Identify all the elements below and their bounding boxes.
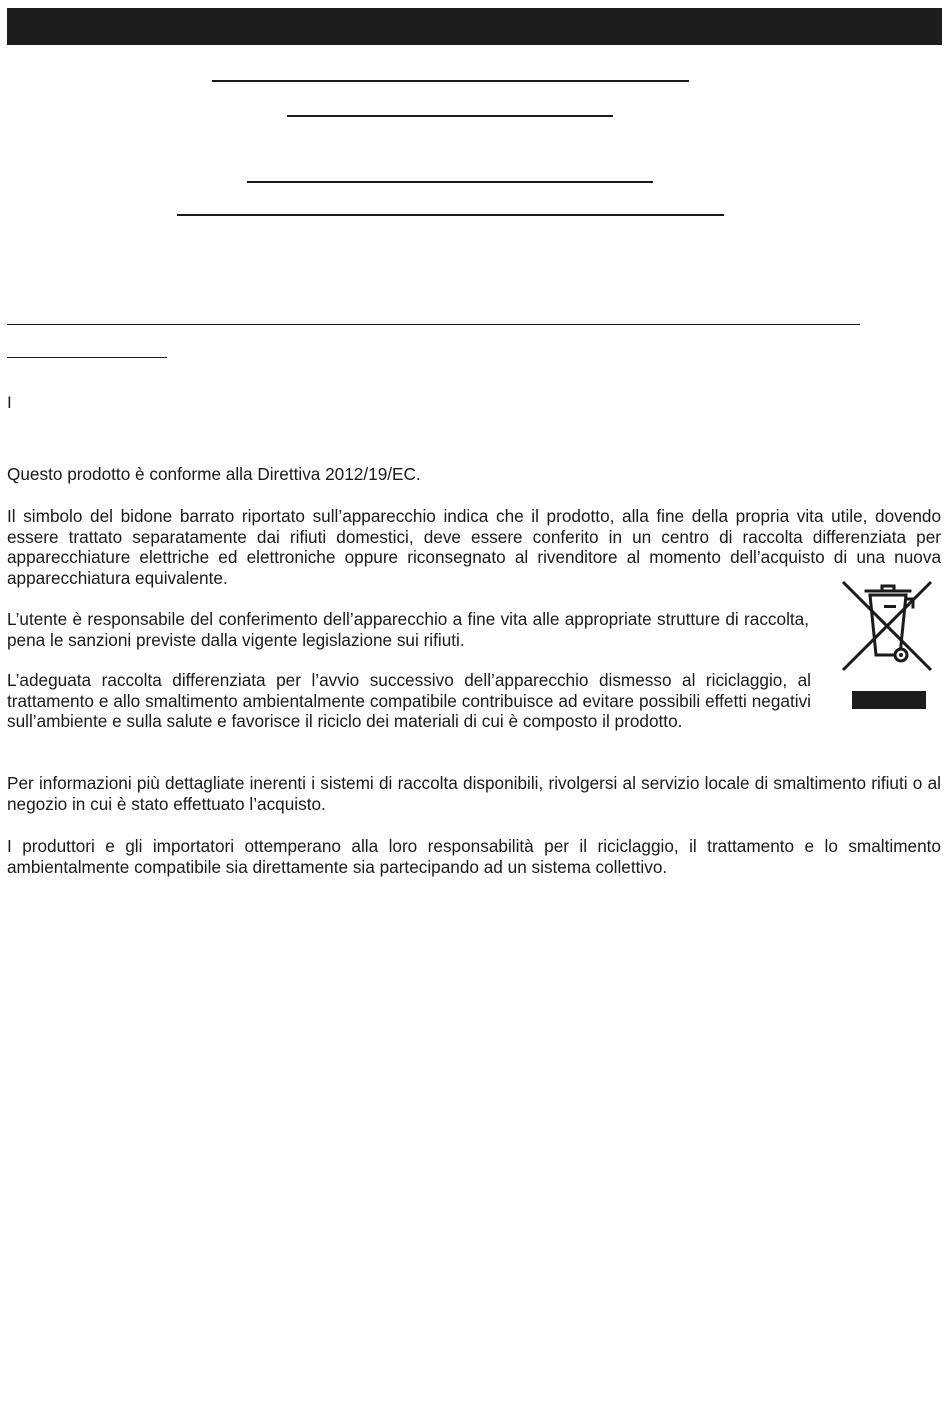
title-rule-1	[212, 80, 689, 82]
paragraph-directive: Questo prodotto è conforme alla Direttiva 2012/19/EC.	[7, 464, 421, 484]
paragraph-separate-collection	[7, 670, 941, 732]
symbol-underline-bar	[852, 691, 926, 709]
title-rule-3	[247, 181, 653, 183]
title-rule-2	[287, 115, 613, 117]
section-rule-short	[7, 357, 167, 358]
header-bar	[7, 8, 942, 45]
crossed-out-wheelie-bin-icon	[838, 577, 936, 675]
title-rule-4	[177, 214, 724, 216]
paragraph-separate-collection-text: L’adeguata raccolta differenziata per l’avvio successivo dell’apparecchio dismesso al riciclaggio, al trattamento e allo smaltimento ambientalmente compatibile contribuisce ad evitare possibili effetti negativi sull’ambiente e sulla salute e favorisce il riciclo dei materiali di cui è composto il prodotto.	[7, 670, 811, 731]
paragraph-producers: I produttori e gli importatori ottemperano alla loro responsabilità per il riciclaggio, il trattamento e lo smaltimento ambientalmente compatibile sia direttamente sia partecipando ad un sistema collettivo.	[7, 836, 941, 877]
section-rule-long	[7, 324, 860, 325]
language-marker: I	[7, 393, 12, 412]
paragraph-user-responsibility: L’utente è responsabile del conferimento dell’apparecchio a fine vita alle appropriate strutture di raccolta, pena le sanzioni previste dalla vigente legislazione sui rifiuti.	[7, 609, 809, 650]
paragraph-more-info: Per informazioni più dettagliate inerenti i sistemi di raccolta disponibili, rivolgersi al servizio locale di smaltimento rifiuti o al negozio in cui è stato effettuato l’acquisto.	[7, 773, 941, 814]
paragraph-symbol-meaning: Il simbolo del bidone barrato riportato sull’apparecchio indica che il prodotto, alla fine della propria vita utile, dovendo essere trattato separatamente dai rifiuti domestici, deve essere conferito in un centro di raccolta differenziata per apparecchiature elettriche ed elettroniche oppure riconsegnato al rivenditore al momento dell’acquisto di una nuova apparecchiatura equivalente.	[7, 506, 941, 588]
